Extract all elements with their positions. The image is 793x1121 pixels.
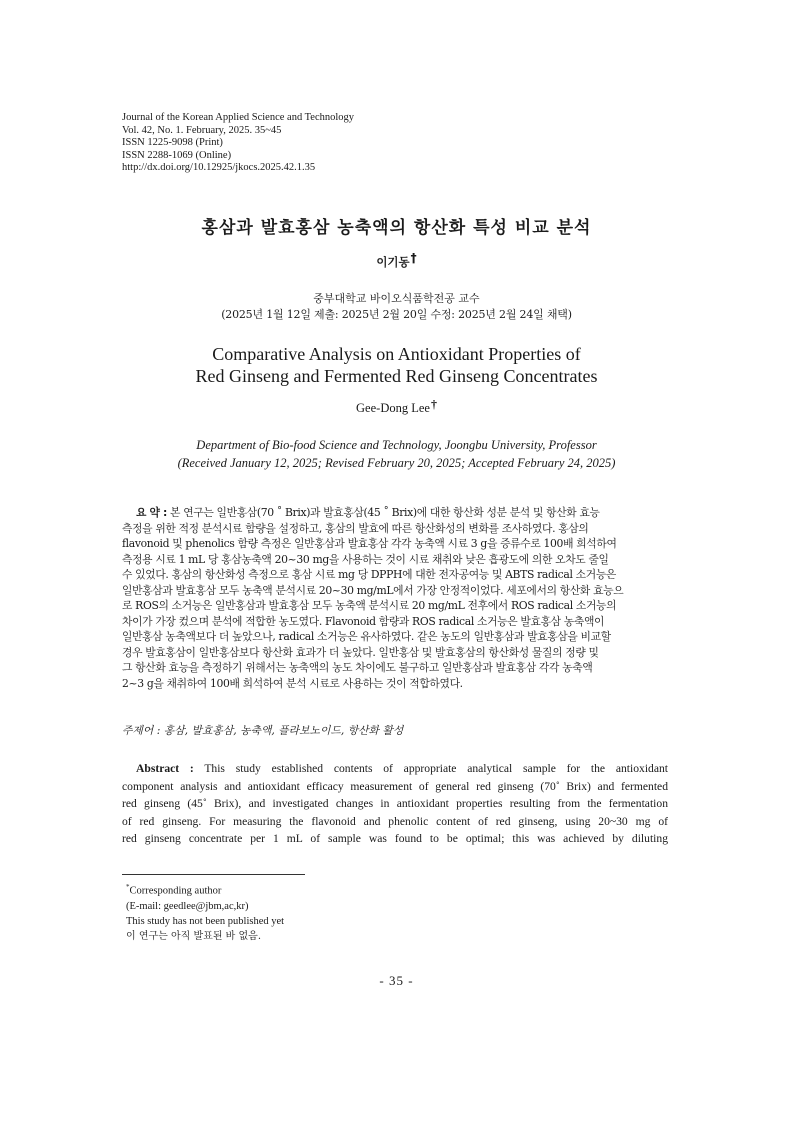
- issn-print: ISSN 1225-9098 (Print): [122, 137, 223, 149]
- korean-abstract-line: 수 있었다. 홍삼의 항산화성 측정으로 홍삼 시료 mg 당 DPPH에 대한 전자공여능 및 ABTS radical 소거능은: [122, 568, 616, 581]
- korean-author-name: 이기동: [376, 255, 410, 269]
- korean-abstract-text: 본 연구는 일반홍삼(70 ˚ Brix)과 발효홍삼(45 ˚ Brix)에 대한 항산화 성분 분석 및 항산화 효능: [170, 506, 600, 519]
- korean-title: 홍삼과 발효홍삼 농축액의 항산화 특성 비교 분석: [201, 218, 592, 238]
- korean-dates: (2025년 1월 12일 제출: 2025년 2월 20일 수정: 2025년 2월 24일 채택): [221, 308, 572, 321]
- korean-abstract-line: flavonoid 및 phenolics 함량 측정은 일반홍삼과 발효홍삼 각각 농축액 시료 3 g을 증류수로 100배 희석하여: [122, 537, 617, 550]
- english-title-line-2: Red Ginseng and Fermented Red Ginseng Concentrates: [195, 366, 598, 386]
- journal-header: [122, 112, 354, 175]
- footnote-divider: [122, 874, 305, 875]
- journal-volume: Vol. 42, No. 1. February, 2025. 35~45: [122, 124, 282, 136]
- journal-name: Journal of the Korean Applied Science and Technology: [122, 112, 355, 123]
- issn-online: ISSN 2288-1069 (Online): [122, 149, 232, 161]
- korean-abstract-line: 차이가 가장 컸으며 분석에 적합한 농도였다. Flavonoid 함량과 ROS radical 소거능은 발효홍삼 농축액이: [122, 614, 605, 628]
- english-author-name: Gee-Dong Lee: [356, 401, 430, 415]
- publication-note-en: This study has not been published yet: [126, 915, 285, 927]
- english-title: [0, 343, 793, 387]
- korean-abstract-line: 로 ROS의 소거능은 일반홍삼과 발효홍삼 모두 농축액 분석시료 20 mg/mL 전후에서 ROS radical 소거능의: [122, 599, 617, 612]
- corresponding-author: [126, 880, 284, 899]
- english-abstract: [122, 760, 668, 848]
- korean-author: [0, 251, 793, 270]
- english-affiliation-name: Department of Bio-food Science and Technology, Joongbu University, Professor: [196, 438, 597, 452]
- korean-abstract-line: 측정을 위한 적정 분석시료 함량을 설정하고, 홍삼의 발효에 따른 항산화성의 변화를 조사하였다. 홍삼의: [122, 521, 589, 535]
- korean-affiliation: [0, 291, 793, 323]
- korean-abstract-line: 일반홍삼 농축액보다 더 높았으나, radical 소거능은 유사하였다. 같은 농도의 일반홍삼과 발효홍삼을 비교할: [122, 630, 611, 643]
- author-email: (E-mail: geedlee@jbm,ac,kr): [126, 900, 249, 912]
- keywords: 주제어 : 홍삼, 발효홍삼, 농축액, 플라보노이드, 항산화 활성: [122, 724, 404, 737]
- dagger-mark: †: [410, 251, 417, 265]
- page-number: - 35 -: [379, 973, 414, 988]
- korean-abstract-label: 요 약 :: [136, 506, 167, 519]
- korean-abstract-line: 경우 발효홍삼이 일반홍삼보다 항산화 효과가 더 높았다. 일반홍삼 및 발효홍삼의 항산화성 물질의 정량 및: [122, 645, 599, 659]
- english-author: [0, 397, 793, 416]
- doi-link[interactable]: http://dx.doi.org/10.12925/jkocs.2025.42.1.35: [122, 162, 316, 174]
- english-abstract-line: of red ginseng. For measuring the flavonoid and phenolic content of red ginseng, using 20~30 mg of: [122, 814, 668, 828]
- english-dates: (Received January 12, 2025; Revised February 20, 2025; Accepted February 24, 2025): [177, 456, 616, 470]
- korean-abstract-line: 일반홍삼과 발효홍삼 모두 농축액 분석시료 20~30 mg/mL에서 가장 안정적이었다. 세포에서의 항산화 효능으: [122, 583, 624, 597]
- corresponding-label: Corresponding author: [129, 885, 222, 897]
- english-abstract-line: red ginseng (45˚ Brix), and investigated changes in antioxidant properties resulting from the fermentation: [122, 797, 668, 810]
- english-abstract-line: [122, 760, 668, 778]
- english-abstract-line: red ginseng concentrate per 1 mL of sample was found to be optimal; this was achieved by diluting: [122, 832, 668, 845]
- korean-abstract-line: [122, 505, 668, 521]
- footnote: [126, 880, 284, 944]
- english-abstract-label: Abstract :: [136, 762, 194, 775]
- korean-abstract-line: 2~3 g을 채취하여 100배 희석하여 분석 시료로 사용하는 것이 적합하였다.: [122, 676, 463, 690]
- korean-abstract: [122, 505, 668, 691]
- publication-note-ko: 이 연구는 아직 발표된 바 없음.: [126, 930, 261, 942]
- english-abstract-line: component analysis and antioxidant efficacy measurement of general red ginseng (70˚ Brix) and fermented: [122, 779, 668, 793]
- english-abstract-text: This study established contents of appropriate analytical sample for the antioxidant: [204, 762, 668, 775]
- english-title-line-1: Comparative Analysis on Antioxidant Properties of: [212, 344, 581, 364]
- korean-abstract-line: 그 항산화 효능을 측정하기 위해서는 농축액의 농도 차이에도 불구하고 일반홍삼과 발효홍삼 각각 농축액: [122, 661, 593, 674]
- footnote-marker: *: [126, 883, 130, 891]
- english-affiliation: [0, 436, 793, 472]
- korean-abstract-line: 측정용 시료 1 mL 당 홍삼농축액 20~30 mg을 사용하는 것이 시료 채취와 낮은 흡광도에 의한 오차도 줄일: [122, 552, 609, 566]
- korean-affiliation-name: 중부대학교 바이오식품학전공 교수: [313, 292, 480, 305]
- dagger-mark: †: [430, 397, 437, 411]
